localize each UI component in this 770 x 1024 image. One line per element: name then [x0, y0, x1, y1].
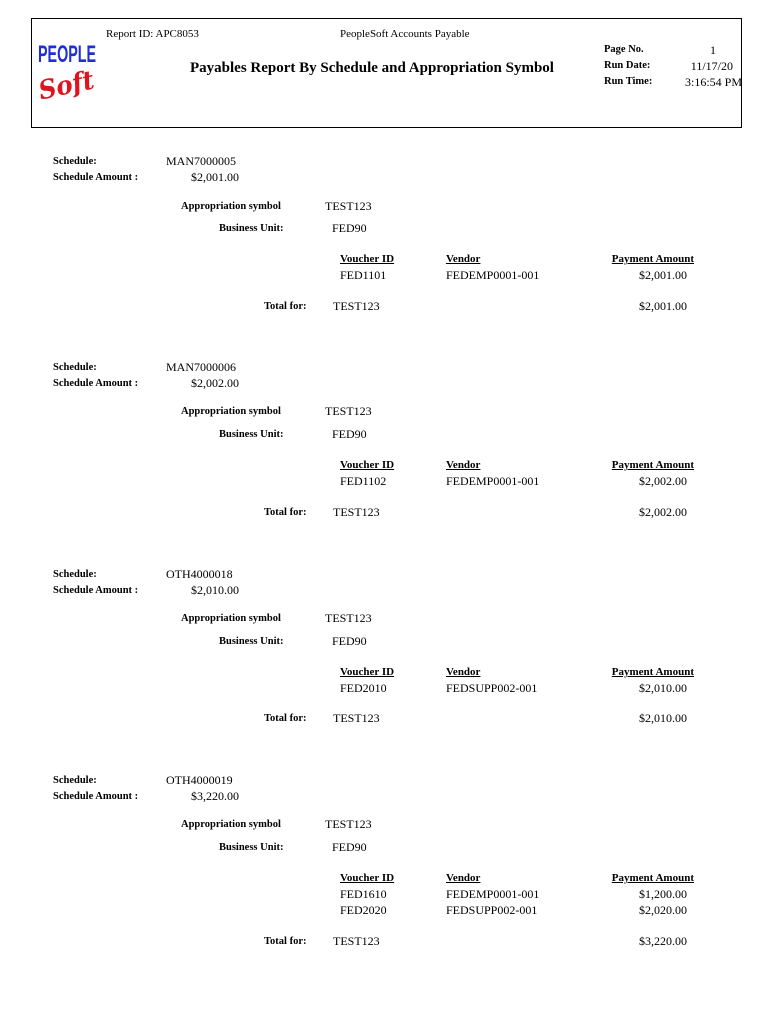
appropriation-symbol: TEST123	[325, 199, 372, 213]
total-for-label: Total for:	[264, 936, 307, 947]
run-time: 3:16:54 PM	[684, 75, 742, 89]
schedule-label: Schedule:	[53, 569, 97, 580]
business-unit: FED90	[332, 840, 367, 854]
app-name: PeopleSoft Accounts Payable	[340, 28, 470, 40]
schedule-section	[0, 567, 770, 767]
logo-text-bottom: Soft	[35, 64, 101, 107]
voucher-id: FED1610	[340, 887, 387, 901]
run-date: 11/17/20	[690, 59, 733, 73]
logo-text-top: PEOPLE	[38, 41, 96, 68]
total-for-label: Total for:	[264, 507, 307, 518]
appropriation-symbol: TEST123	[325, 611, 372, 625]
appropriation-symbol-label: Appropriation symbol	[181, 201, 281, 212]
voucher-id-header: Voucher ID	[340, 253, 395, 265]
appropriation-symbol-label: Appropriation symbol	[181, 819, 281, 830]
total-amount: $2,002.00	[639, 505, 687, 519]
business-unit: FED90	[332, 634, 367, 648]
total-symbol: TEST123	[333, 299, 380, 313]
schedule-id: MAN7000005	[166, 154, 237, 168]
appropriation-symbol: TEST123	[325, 817, 372, 831]
vendor-header: Vendor	[446, 666, 481, 678]
vendor: FEDEMP0001-001	[446, 887, 540, 901]
schedule-amount-label: Schedule Amount :	[53, 378, 139, 389]
appropriation-symbol-label: Appropriation symbol	[181, 406, 281, 417]
vendor-header: Vendor	[446, 872, 481, 884]
vendor: FEDEMP0001-001	[446, 268, 540, 282]
page-no-label: Page No.	[604, 44, 644, 55]
total-amount: $3,220.00	[639, 934, 687, 948]
payment-amount-header: Payment Amount	[611, 459, 694, 471]
schedule-amount-label: Schedule Amount :	[53, 585, 139, 596]
total-symbol: TEST123	[333, 934, 380, 948]
run-date-label: Run Date:	[604, 60, 651, 71]
appropriation-symbol-label: Appropriation symbol	[181, 613, 281, 624]
business-unit-label: Business Unit:	[219, 223, 284, 234]
voucher-id: FED2020	[340, 903, 387, 917]
report-id: Report ID: APC8053	[106, 28, 199, 40]
schedule-label: Schedule:	[53, 775, 97, 786]
schedule-label: Schedule:	[53, 362, 97, 373]
payment-amount-header: Payment Amount	[611, 666, 694, 678]
voucher-id: FED1101	[340, 268, 387, 282]
total-for-label: Total for:	[264, 301, 307, 312]
payment-amount-header: Payment Amount	[611, 872, 694, 884]
business-unit-label: Business Unit:	[219, 636, 284, 647]
schedule-amount: $2,010.00	[191, 583, 239, 597]
total-amount: $2,001.00	[639, 299, 687, 313]
voucher-id: FED2010	[340, 681, 387, 695]
business-unit-label: Business Unit:	[219, 429, 284, 440]
voucher-id-header: Voucher ID	[340, 459, 395, 471]
voucher-id: FED1102	[340, 474, 387, 488]
peoplesoft-logo	[35, 32, 102, 107]
report-title: Payables Report By Schedule and Appropriation Symbol	[190, 60, 554, 76]
total-for-label: Total for:	[264, 713, 307, 724]
schedule-section	[0, 154, 770, 354]
business-unit-label: Business Unit:	[219, 842, 284, 853]
schedule-amount-label: Schedule Amount :	[53, 172, 139, 183]
total-symbol: TEST123	[333, 505, 380, 519]
total-symbol: TEST123	[333, 711, 380, 725]
vendor: FEDEMP0001-001	[446, 474, 540, 488]
page-no: 1	[710, 43, 716, 57]
payment-amount: $1,200.00	[639, 887, 687, 901]
payment-amount: $2,010.00	[639, 681, 687, 695]
vendor: FEDSUPP002-001	[446, 903, 538, 917]
voucher-id-header: Voucher ID	[340, 666, 395, 678]
schedule-amount: $3,220.00	[191, 789, 239, 803]
vendor-header: Vendor	[446, 459, 481, 471]
schedule-section	[0, 360, 770, 560]
schedule-section	[0, 773, 770, 973]
voucher-id-header: Voucher ID	[340, 872, 395, 884]
payment-amount: $2,001.00	[639, 268, 687, 282]
business-unit: FED90	[332, 427, 367, 441]
run-time-label: Run Time:	[604, 76, 653, 87]
schedule-amount: $2,001.00	[191, 170, 239, 184]
payment-amount: $2,002.00	[639, 474, 687, 488]
schedule-amount: $2,002.00	[191, 376, 239, 390]
appropriation-symbol: TEST123	[325, 404, 372, 418]
schedule-id: OTH4000019	[166, 773, 233, 787]
schedule-label: Schedule:	[53, 156, 97, 167]
payment-amount: $2,020.00	[639, 903, 687, 917]
vendor-header: Vendor	[446, 253, 481, 265]
schedule-amount-label: Schedule Amount :	[53, 791, 139, 802]
vendor: FEDSUPP002-001	[446, 681, 538, 695]
business-unit: FED90	[332, 221, 367, 235]
payment-amount-header: Payment Amount	[611, 253, 694, 265]
schedule-id: OTH4000018	[166, 567, 233, 581]
schedule-id: MAN7000006	[166, 360, 237, 374]
total-amount: $2,010.00	[639, 711, 687, 725]
